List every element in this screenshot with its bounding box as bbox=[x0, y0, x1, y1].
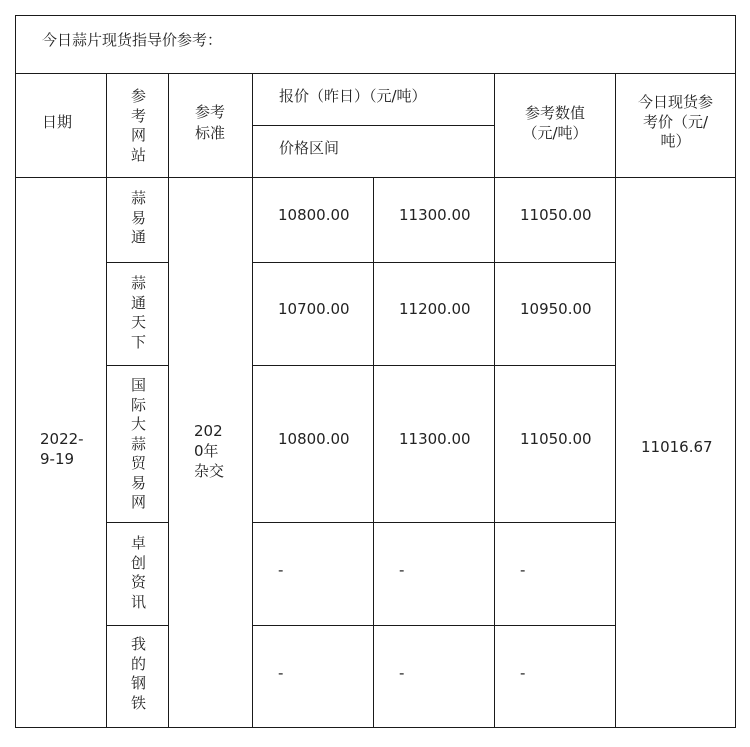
col-divider bbox=[252, 73, 253, 728]
price-low-cell: 10700.00 bbox=[278, 300, 350, 318]
header-quote: 报价（昨日）（元/吨） bbox=[279, 87, 427, 105]
col-divider bbox=[373, 177, 374, 728]
price-high-cell: - bbox=[399, 561, 405, 579]
col-divider bbox=[168, 73, 169, 728]
table-border-right bbox=[735, 15, 736, 728]
header-date: 日期 bbox=[42, 113, 73, 131]
row-divider bbox=[106, 522, 168, 523]
date-cell: 2022-9-19 bbox=[40, 430, 84, 468]
row-divider bbox=[106, 262, 168, 263]
row-divider bbox=[252, 365, 615, 366]
table-border-header bbox=[15, 177, 736, 178]
today-price-cell: 11016.67 bbox=[641, 438, 713, 456]
header-range: 价格区间 bbox=[279, 139, 340, 157]
reference-value-cell: - bbox=[520, 561, 526, 579]
price-high-cell: 11200.00 bbox=[399, 300, 471, 318]
col-divider bbox=[494, 73, 495, 728]
price-low-cell: 10800.00 bbox=[278, 430, 350, 448]
table-border-left bbox=[15, 15, 16, 728]
table-caption: 今日蒜片现货指导价参考： bbox=[42, 31, 223, 49]
price-low-cell: 10800.00 bbox=[278, 206, 350, 224]
header-today-price: 今日现货参考价（元/吨） bbox=[637, 93, 713, 150]
site-cell: 卓创资讯 bbox=[131, 534, 147, 611]
reference-value-cell: - bbox=[520, 664, 526, 682]
row-divider bbox=[252, 625, 615, 626]
row-divider bbox=[106, 625, 168, 626]
standard-cell: 2020年杂交 bbox=[194, 422, 225, 480]
col-divider bbox=[615, 73, 616, 728]
site-cell: 我的钢铁 bbox=[131, 635, 147, 712]
price-low-cell: - bbox=[278, 664, 284, 682]
row-divider bbox=[106, 365, 168, 366]
price-high-cell: - bbox=[399, 664, 405, 682]
price-high-cell: 11300.00 bbox=[399, 430, 471, 448]
header-site: 参考网站 bbox=[131, 87, 147, 164]
table-border-range bbox=[252, 125, 494, 126]
reference-value-cell: 11050.00 bbox=[520, 430, 592, 448]
site-cell: 蒜通天下 bbox=[131, 274, 147, 351]
table-border-top bbox=[15, 15, 736, 16]
row-divider bbox=[252, 522, 615, 523]
header-standard: 参考标准 bbox=[195, 103, 226, 142]
site-cell: 蒜易通 bbox=[131, 189, 147, 246]
table-border-bottom bbox=[15, 727, 736, 728]
row-divider bbox=[252, 262, 615, 263]
table-border-caption bbox=[15, 73, 736, 74]
price-high-cell: 11300.00 bbox=[399, 206, 471, 224]
header-reference: 参考数值（元/吨） bbox=[522, 104, 588, 142]
reference-value-cell: 10950.00 bbox=[520, 300, 592, 318]
col-divider bbox=[106, 73, 107, 728]
price-low-cell: - bbox=[278, 561, 284, 579]
reference-value-cell: 11050.00 bbox=[520, 206, 592, 224]
site-cell: 国际大蒜贸易网 bbox=[131, 376, 147, 511]
